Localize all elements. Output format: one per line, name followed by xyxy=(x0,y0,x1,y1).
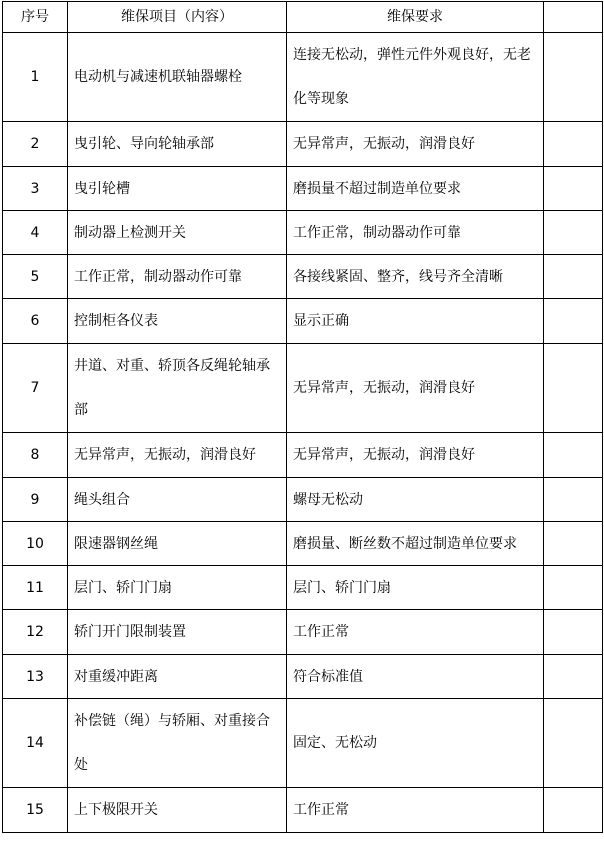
header-item: 维保项目（内容） xyxy=(68,2,287,33)
row-number: 1 xyxy=(3,33,68,122)
table-row xyxy=(3,167,603,211)
row-item: 补偿链（绳）与轿厢、对重接合处 xyxy=(68,699,287,788)
header-row xyxy=(3,2,603,33)
row-number: 11 xyxy=(3,566,68,610)
row-extra xyxy=(544,699,603,788)
header-extra xyxy=(544,2,603,33)
row-number: 8 xyxy=(3,433,68,478)
row-extra xyxy=(544,344,603,433)
table-row xyxy=(3,610,603,655)
table-row xyxy=(3,655,603,699)
row-number: 6 xyxy=(3,299,68,344)
row-requirement: 无异常声，无振动，润滑良好 xyxy=(287,433,544,478)
table-row xyxy=(3,255,603,299)
table-row xyxy=(3,788,603,833)
header-no: 序号 xyxy=(3,2,68,33)
row-extra xyxy=(544,788,603,833)
row-requirement: 磨损量、断丝数不超过制造单位要求 xyxy=(287,522,544,566)
row-number: 4 xyxy=(3,211,68,255)
row-requirement: 符合标准值 xyxy=(287,655,544,699)
row-number: 15 xyxy=(3,788,68,833)
table-row xyxy=(3,522,603,566)
row-requirement: 连接无松动，弹性元件外观良好，无老化等现象 xyxy=(287,33,544,122)
row-item: 工作正常，制动器动作可靠 xyxy=(68,255,287,299)
row-item: 电动机与减速机联轴器螺栓 xyxy=(68,33,287,122)
row-extra xyxy=(544,255,603,299)
row-item: 限速器钢丝绳 xyxy=(68,522,287,566)
row-requirement: 无异常声，无振动，润滑良好 xyxy=(287,122,544,167)
row-number: 9 xyxy=(3,478,68,522)
row-item: 曳引轮、导向轮轴承部 xyxy=(68,122,287,167)
row-extra xyxy=(544,522,603,566)
row-item: 对重缓冲距离 xyxy=(68,655,287,699)
row-requirement: 工作正常 xyxy=(287,788,544,833)
row-number: 13 xyxy=(3,655,68,699)
row-number: 7 xyxy=(3,344,68,433)
row-item: 绳头组合 xyxy=(68,478,287,522)
row-extra xyxy=(544,478,603,522)
row-item: 无异常声，无振动，润滑良好 xyxy=(68,433,287,478)
row-item: 控制柜各仪表 xyxy=(68,299,287,344)
row-item: 层门、轿门门扇 xyxy=(68,566,287,610)
row-extra xyxy=(544,299,603,344)
row-extra xyxy=(544,610,603,655)
table-row xyxy=(3,33,603,122)
row-number: 10 xyxy=(3,522,68,566)
row-extra xyxy=(544,167,603,211)
row-item: 轿门开门限制装置 xyxy=(68,610,287,655)
row-requirement: 螺母无松动 xyxy=(287,478,544,522)
row-requirement: 工作正常，制动器动作可靠 xyxy=(287,211,544,255)
table-row xyxy=(3,566,603,610)
row-extra xyxy=(544,655,603,699)
row-number: 12 xyxy=(3,610,68,655)
row-number: 5 xyxy=(3,255,68,299)
header-requirement: 维保要求 xyxy=(287,2,544,33)
row-requirement: 各接线紧固、整齐，线号齐全清晰 xyxy=(287,255,544,299)
row-requirement: 无异常声，无振动，润滑良好 xyxy=(287,344,544,433)
row-requirement: 工作正常 xyxy=(287,610,544,655)
row-requirement: 固定、无松动 xyxy=(287,699,544,788)
maintenance-table xyxy=(2,1,603,833)
row-extra xyxy=(544,33,603,122)
row-extra xyxy=(544,211,603,255)
row-item: 制动器上检测开关 xyxy=(68,211,287,255)
row-extra xyxy=(544,122,603,167)
table-row xyxy=(3,699,603,788)
row-requirement: 磨损量不超过制造单位要求 xyxy=(287,167,544,211)
row-number: 2 xyxy=(3,122,68,167)
table-row xyxy=(3,122,603,167)
table-row xyxy=(3,433,603,478)
row-extra xyxy=(544,433,603,478)
row-requirement: 层门、轿门门扇 xyxy=(287,566,544,610)
row-requirement: 显示正确 xyxy=(287,299,544,344)
row-item: 井道、对重、轿顶各反绳轮轴承部 xyxy=(68,344,287,433)
row-item: 曳引轮槽 xyxy=(68,167,287,211)
row-number: 3 xyxy=(3,167,68,211)
table-row xyxy=(3,478,603,522)
table-row xyxy=(3,344,603,433)
row-item: 上下极限开关 xyxy=(68,788,287,833)
row-number: 14 xyxy=(3,699,68,788)
row-extra xyxy=(544,566,603,610)
table-row xyxy=(3,299,603,344)
table-row xyxy=(3,211,603,255)
